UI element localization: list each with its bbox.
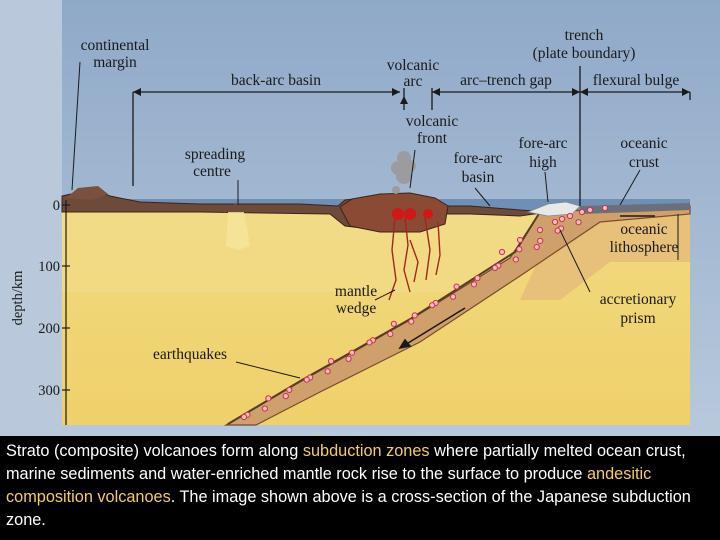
earthquake-focus [430,303,435,308]
label-accretionary-prism-2: prism [620,310,656,327]
earthquake-focus [499,249,504,254]
label-fore-arc-high-2: high [529,154,557,171]
label-accretionary-prism-1: accretionary [599,291,677,308]
depth-tick-0: 0 [52,198,60,214]
caption-text [0,436,720,540]
earthquake-focus [534,244,539,249]
earthquake-focus [328,358,333,363]
earthquake-focus [552,219,557,224]
label-oceanic-lithosphere-2: lithosphere [609,239,679,256]
earthquake-focus [346,356,351,361]
earthquake-focus [412,313,417,318]
earthquake-focus [287,387,292,392]
earthquake-focus [555,228,560,233]
earthquake-focus [559,216,564,221]
caption-part-1: Strato (composite) volcanoes form along [6,442,303,460]
earthquake-focus [283,394,288,399]
earthquake-focus [579,209,584,214]
earthquake-focus [492,265,497,270]
earthquake-focus [602,205,607,210]
earthquake-focus [567,213,572,218]
earthquake-focus [241,414,246,419]
earthquake-focus [367,340,372,345]
depth-tick-200: 200 [38,321,60,337]
earthquake-focus [517,247,522,252]
caption-part-2: where partially melted ocean crust, marine sediments and water-enriched mantle rock rise to the surface to produce [6,442,686,483]
earthquake-focus [576,220,581,225]
earthquake-focus [391,321,396,326]
earthquake-focus [304,377,309,382]
earthquake-focus [517,237,522,242]
earthquake-focus [538,238,543,243]
label-oceanic-crust-2: crust [628,154,660,171]
label-earthquakes: earthquakes [152,346,228,363]
label-continental-margin-1: continental [80,37,150,54]
label-oceanic-lithosphere-1: oceanic [620,221,668,238]
earthquake-focus [349,350,354,355]
depth-tick-100: 100 [38,259,60,275]
label-fore-arc-high-1: fore-arc [518,135,568,152]
earthquake-focus [409,319,414,324]
magma-chambers [392,208,433,220]
label-trench-1: trench [564,27,604,44]
label-volcanic-arc-2: arc [403,73,423,90]
label-arc-trench-gap: arc–trench gap [460,72,552,89]
label-fore-arc-basin-1: fore-arc [453,150,503,167]
label-mantle-wedge-2: wedge [335,300,377,317]
label-mantle-wedge-1: mantle [334,283,378,300]
earthquake-focus [262,406,267,411]
earthquake-focus [475,276,480,281]
label-volcanic-front-2: front [416,130,448,147]
caption-highlight-andesitic: andesitic composition volcanoes [6,465,652,506]
caption-highlight-subduction-zones: subduction zones [302,442,430,460]
caption-part-3: . The image shown above is a cross-section of the Japanese subduction zone. [6,488,691,529]
label-spreading-centre-2: centre [193,163,231,180]
earthquake-focus [537,227,542,232]
label-spreading-centre-1: spreading [184,146,246,163]
earthquake-focus [471,282,476,287]
label-flexural-bulge: flexural bulge [592,72,680,89]
label-back-arc-basin: back-arc basin [231,72,321,89]
depth-tick-300: 300 [38,383,60,399]
label-volcanic-front-1: volcanic [405,113,459,130]
earthquake-focus [325,369,330,374]
earthquake-focus [587,207,592,212]
label-oceanic-crust-1: oceanic [620,135,668,152]
earthquake-focus [450,294,455,299]
label-volcanic-arc-1: volcanic [386,57,440,74]
label-continental-margin-2: margin [93,54,137,71]
depth-axis-label: depth/km [10,270,26,326]
label-fore-arc-basin-2: basin [461,169,495,186]
earthquake-focus [454,284,459,289]
label-trench-2: (plate boundary) [532,45,636,62]
earthquake-focus [388,331,393,336]
earthquake-focus [513,257,518,262]
earthquake-focus [266,396,271,401]
